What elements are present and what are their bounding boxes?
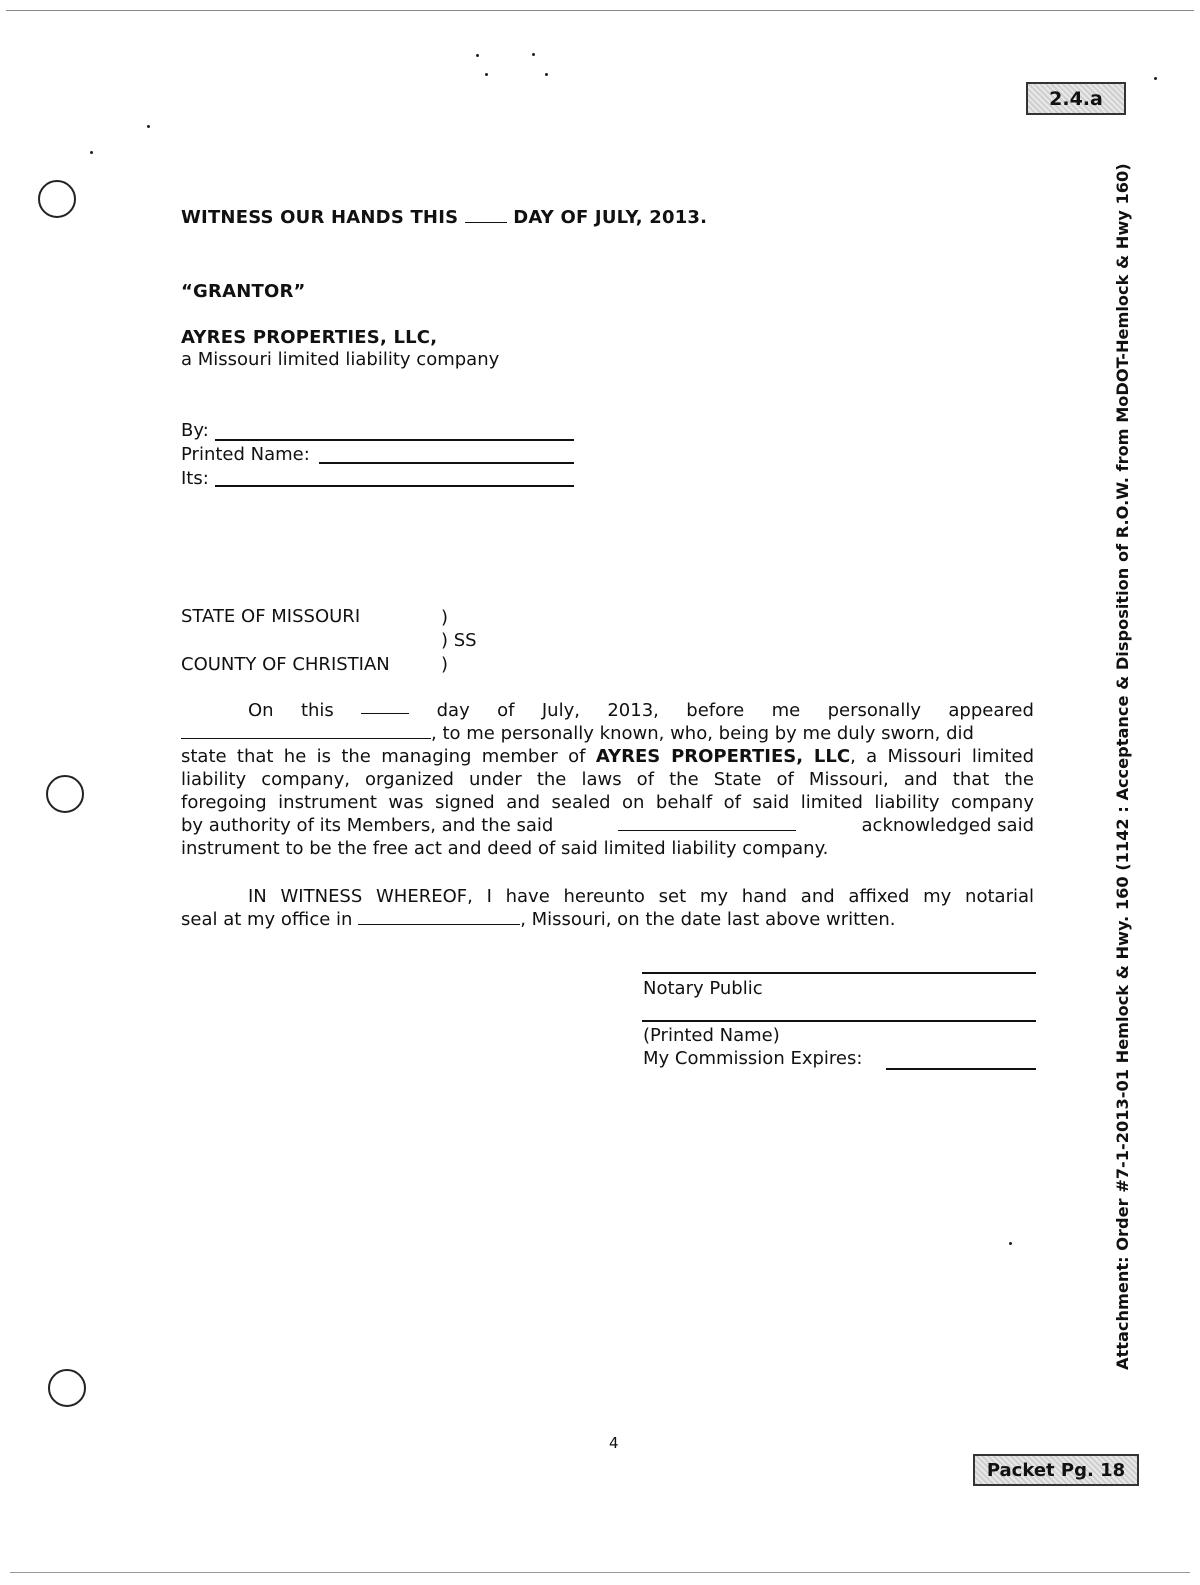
notary-signature-line	[642, 972, 1036, 974]
witness-suffix: DAY OF JULY, 2013.	[513, 207, 708, 228]
ack-line-7: instrument to be the free act and deed of said limited liability company.	[181, 838, 829, 859]
page-number: 4	[609, 1434, 619, 1452]
ack-said-blank	[618, 816, 796, 831]
scan-speck	[476, 54, 479, 57]
ack-line-2: , to me personally known, who, being by me duly sworn, did	[181, 722, 1034, 745]
in-witness-paragraph	[181, 885, 1034, 931]
venue-paren-bottom: )	[441, 654, 449, 675]
venue-ss: ) SS	[441, 630, 477, 651]
ack-line-6: by authority of its Members, and the said acknowledged said	[181, 815, 1034, 836]
scan-speck	[1154, 77, 1157, 80]
bottom-border	[10, 1572, 1190, 1573]
binder-hole-bottom	[48, 1369, 86, 1407]
scan-speck	[147, 125, 150, 128]
venue-state: STATE OF MISSOURI	[181, 606, 361, 627]
its-line	[215, 485, 574, 487]
scan-speck	[90, 151, 93, 154]
notary-public-label: Notary Public	[643, 978, 763, 999]
ack-line-1: On this day of July, 2013, before me personally appeared	[248, 700, 1034, 721]
notary-printed-name-line	[642, 1020, 1036, 1022]
acknowledgment-paragraph	[181, 699, 1034, 860]
in-witness-line-2: seal at my office in , Missouri, on the date last above written.	[181, 909, 896, 930]
ack-day-blank	[361, 699, 409, 714]
top-border	[6, 10, 1194, 11]
by-label: By:	[181, 420, 209, 441]
packet-page-label: Packet Pg. 18	[986, 1459, 1126, 1481]
scan-speck	[545, 73, 548, 76]
packet-page-badge	[973, 1454, 1139, 1486]
grantor-description: a Missouri limited liability company	[181, 349, 500, 370]
by-signature-line	[215, 439, 574, 441]
side-attachment-text: Attachment: Order #7-1-2013-01 Hemlock & Hwy. 160 (1142 : Acceptance & Disposition of R.O.W. from MoDOT-Hemlock & Hwy 160)	[1113, 163, 1132, 1370]
notary-printed-name-label: (Printed Name)	[643, 1025, 780, 1046]
witness-prefix: WITNESS OUR HANDS THIS	[181, 207, 459, 228]
section-badge	[1026, 82, 1126, 115]
scan-speck	[485, 73, 488, 76]
binder-hole-top	[38, 180, 76, 218]
witness-heading	[181, 207, 707, 228]
office-city-blank	[358, 910, 520, 925]
section-badge-label: 2.4.a	[1049, 87, 1103, 110]
binder-hole-middle	[46, 775, 84, 813]
commission-expires-label: My Commission Expires:	[643, 1048, 863, 1069]
witness-day-blank	[465, 208, 507, 223]
ack-line-4: liability company, organized under the laws of the State of Missouri, and that the	[181, 769, 1034, 790]
grantor-company: AYRES PROPERTIES, LLC,	[181, 327, 438, 348]
commission-expires-line	[886, 1068, 1036, 1070]
in-witness-line-1: IN WITNESS WHEREOF, I have hereunto set my hand and affixed my notarial	[248, 886, 1034, 907]
grantor-label: “GRANTOR”	[181, 281, 306, 302]
scan-speck	[532, 53, 535, 56]
printed-name-line	[319, 462, 574, 464]
venue-county: COUNTY OF CHRISTIAN	[181, 654, 390, 675]
printed-name-label: Printed Name:	[181, 444, 310, 465]
venue-paren-top: )	[441, 607, 449, 628]
scan-speck	[1009, 1242, 1012, 1245]
ack-line-5: foregoing instrument was signed and sealed on behalf of said limited liability company	[181, 792, 1034, 813]
its-label: Its:	[181, 468, 209, 489]
ack-name-blank	[181, 724, 431, 739]
ack-line-3: state that he is the managing member of AYRES PROPERTIES, LLC, a Missouri limited	[181, 746, 1035, 767]
